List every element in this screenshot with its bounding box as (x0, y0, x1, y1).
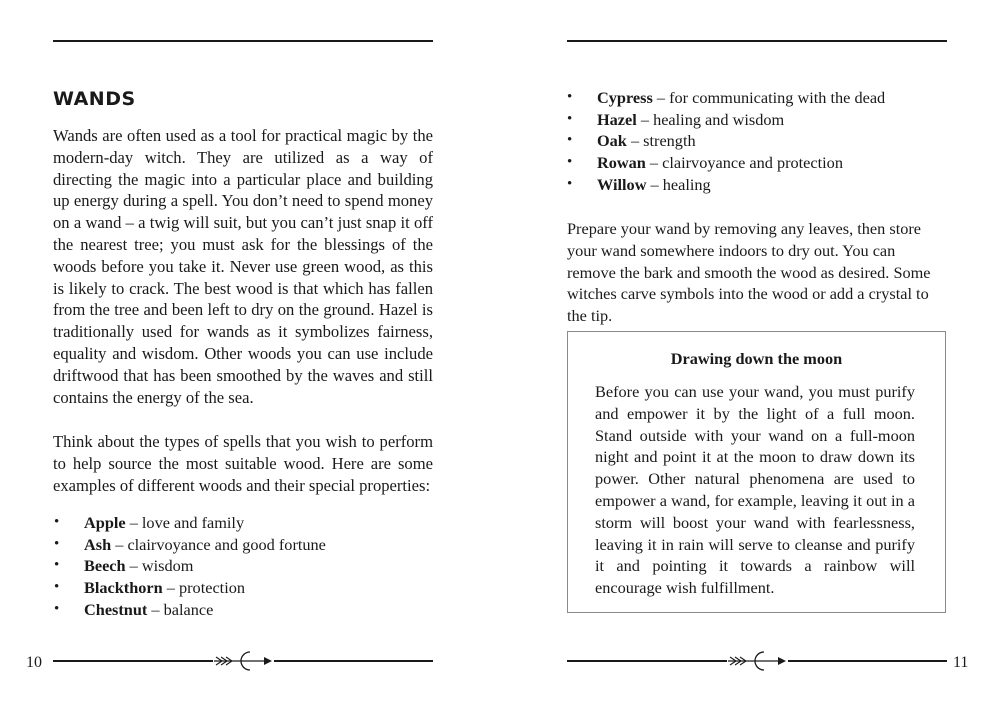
box-text: Before you can use your wand, you must purify and empower it by the light of a full moon. Stand outside with your wand on a full-moon night and point it at the moon to draw down its power. Other natural phenomena are used to empower a wand, for example, leaving it out in a storm will boost your wand with fearlessness, leaving it in rain will serve to cleanse and purify it and pointing it towards a rainbow will encourage wish fulfillment. (595, 382, 915, 598)
wood-name: Cypress (597, 88, 653, 107)
right-wood-list (567, 87, 947, 196)
wood-name: Blackthorn (84, 578, 163, 598)
wood-name: Hazel (597, 109, 637, 129)
wood-name: Ash (84, 534, 112, 554)
wood-property: – love and family (125, 513, 245, 532)
wood-name: Beech (84, 556, 126, 576)
list-item (54, 555, 434, 577)
bullet-icon: • (54, 514, 60, 530)
right-footer-rule-b (788, 660, 947, 662)
wood-property: – balance (147, 599, 214, 619)
list-item (567, 152, 947, 174)
left-page-top-rule (53, 40, 433, 42)
list-item (567, 87, 947, 109)
box-title: Drawing down the moon (670, 349, 843, 368)
section-heading: WANDS (53, 88, 136, 110)
bullet-icon: • (54, 600, 60, 617)
wood-name: Rowan (597, 153, 646, 173)
wood-property: – strength (626, 131, 696, 151)
crescent-moon-arrow-icon (212, 650, 274, 672)
sidebar-box (567, 331, 946, 613)
bullet-icon: • (567, 110, 573, 127)
right-footer-rule-a (567, 660, 727, 662)
left-footer-rule-b (274, 660, 433, 662)
crescent-moon-arrow-icon (726, 650, 788, 672)
wood-property: – protection (162, 578, 246, 598)
bullet-icon: • (567, 175, 573, 192)
list-item (567, 130, 947, 152)
list-item (54, 512, 434, 534)
list-item (54, 577, 434, 599)
list-item (54, 599, 434, 621)
wood-name: Oak (597, 131, 627, 151)
wood-property: – for communicating with the dead (652, 88, 886, 107)
wood-name: Apple (84, 513, 126, 532)
wood-name: Willow (597, 174, 647, 194)
page-number-right: 11 (953, 654, 969, 671)
left-wood-list (54, 512, 434, 621)
bullet-icon: • (54, 579, 60, 596)
right-page-top-rule (567, 40, 947, 42)
bullet-icon: • (567, 132, 573, 149)
bullet-icon: • (567, 154, 573, 171)
wood-property: – healing (646, 174, 711, 194)
list-item (54, 534, 434, 556)
wood-property: – wisdom (125, 556, 194, 576)
wood-property: – healing and wisdom (636, 109, 785, 129)
list-item (567, 109, 947, 131)
right-paragraph: Prepare your wand by removing any leaves, then store your wand somewhere indoors to dry out. You can remove the bark and smooth the wood as desired. Some witches carve symbols into the wood or add a crystal to the tip. (567, 219, 931, 326)
bullet-icon: • (54, 535, 60, 552)
left-footer-rule-a (53, 660, 213, 662)
list-item (567, 174, 947, 196)
left-paragraph-2: Think about the types of spells that you wish to perform to help source the most suitable wood. Here are some examples of different woods and their special properties: (53, 432, 433, 495)
bullet-icon: • (567, 89, 573, 105)
wood-name: Chestnut (84, 599, 148, 619)
left-paragraph-1: Wands are often used as a tool for practical magic by the modern-day witch. They are utilized as a way of directing the magic into a particular place and building up energy during a spell. You don’t need to spend money on a wand – a twig will suit, but you can’t just snap it off the nearest tree; you must ask for the blessings of the woods before you take it. Never use green wood, as this is likely to crack. The best wood is that which has fallen from the tree and been left to dry on the ground. Hazel is traditionally used for wands as it symbolizes fairness, equality and wisdom. Other woods you can use include driftwood that has been smoothed by the waves and still contains the energy of the sea. (53, 126, 433, 407)
bullet-icon: • (54, 557, 60, 574)
wood-property: – clairvoyance and good fortune (111, 534, 326, 554)
page-number-left: 10 (26, 654, 42, 671)
wood-property: – clairvoyance and protection (645, 153, 843, 173)
